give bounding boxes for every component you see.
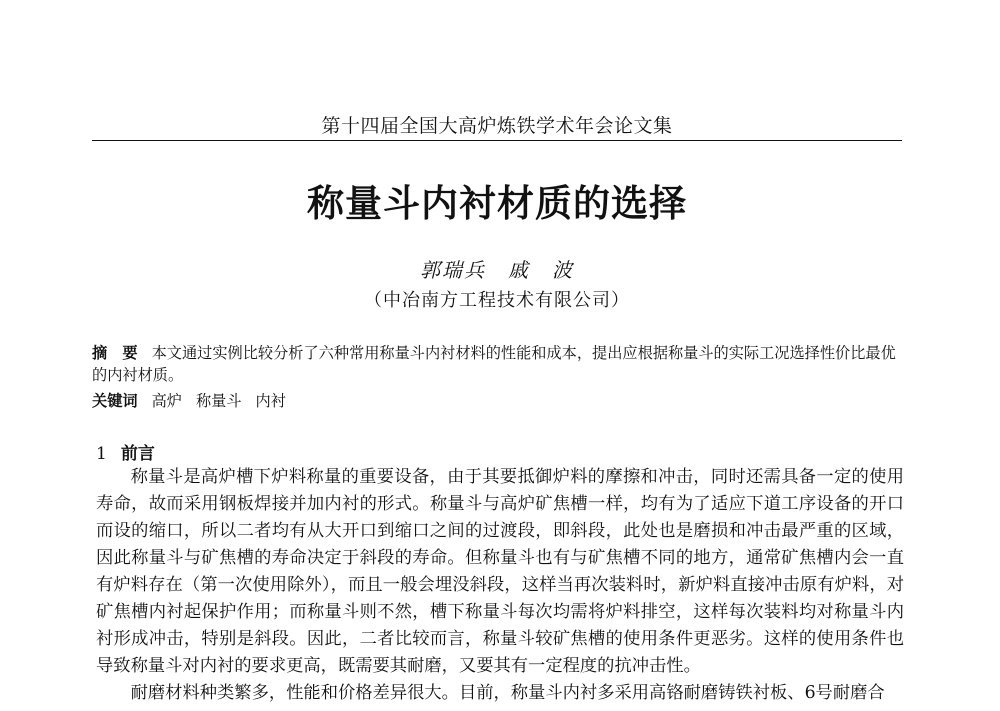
section-number: 1 (96, 444, 107, 464)
running-header: 第十四届全国大高炉炼铁学术年会论文集 (321, 115, 673, 137)
section-body (96, 464, 904, 707)
paper-affiliation: （中冶南方工程技术有限公司） (364, 290, 630, 311)
header-rule (92, 140, 902, 141)
body-paragraph: 称量斗是高炉槽下炉料称量的重要设备，由于其要抵御炉料的摩擦和冲击，同时还需具备一定的使用寿命，故而采用钢板焊接并加内衬的形式。称量斗与高炉矿焦槽一样，均有为了适应下道工序设备的开口而设的缩口，所以二者均有从大开口到缩口之间的过渡段，即斜段，此处也是磨损和冲击最严重的区域，因此称量斗与矿焦槽的寿命决定于斜段的寿命。但称量斗也有与矿焦槽不同的地方，通常矿焦槽内会一直有炉料存在（第一次使用除外），而且一般会埋没斜段，这样当再次装料时，新炉料直接冲击原有炉料，对矿焦槽内衬起保护作用；而称量斗则不然，槽下称量斗每次均需将炉料排空，这样每次装料均对称量斗内衬形成冲击，特别是斜段。因此，二者比较而言，称量斗较矿焦槽的使用条件更恶劣。这样的使用条件也导致称量斗对内衬的要求更高，既需要其耐磨，又要其有一定程度的抗冲击性。 (96, 467, 904, 676)
abstract (92, 342, 904, 386)
abstract-text: 本文通过实例比较分析了六种常用称量斗内衬材料的性能和成本，提出应根据称量斗的实际工况选择性价比最优的内衬材质。 (92, 344, 896, 384)
section-heading (96, 442, 496, 466)
keywords (92, 390, 904, 412)
paper-title: 称量斗内衬材质的选择 (307, 182, 687, 225)
keyword-item: 内衬 (255, 392, 286, 410)
paper-authors: 郭瑞兵 戚 波 (420, 258, 574, 282)
keyword-item: 称量斗 (195, 392, 242, 410)
keyword-item: 高炉 (151, 392, 182, 410)
section-title: 前言 (120, 444, 155, 464)
keywords-label: 关键词 (92, 392, 138, 410)
body-paragraph: 耐磨材料种类繁多，性能和价格差异很大。目前，称量斗内衬多采用高铬耐磨铸铁衬板、6号耐磨合 (130, 683, 885, 703)
abstract-label: 摘 要 (92, 344, 138, 362)
